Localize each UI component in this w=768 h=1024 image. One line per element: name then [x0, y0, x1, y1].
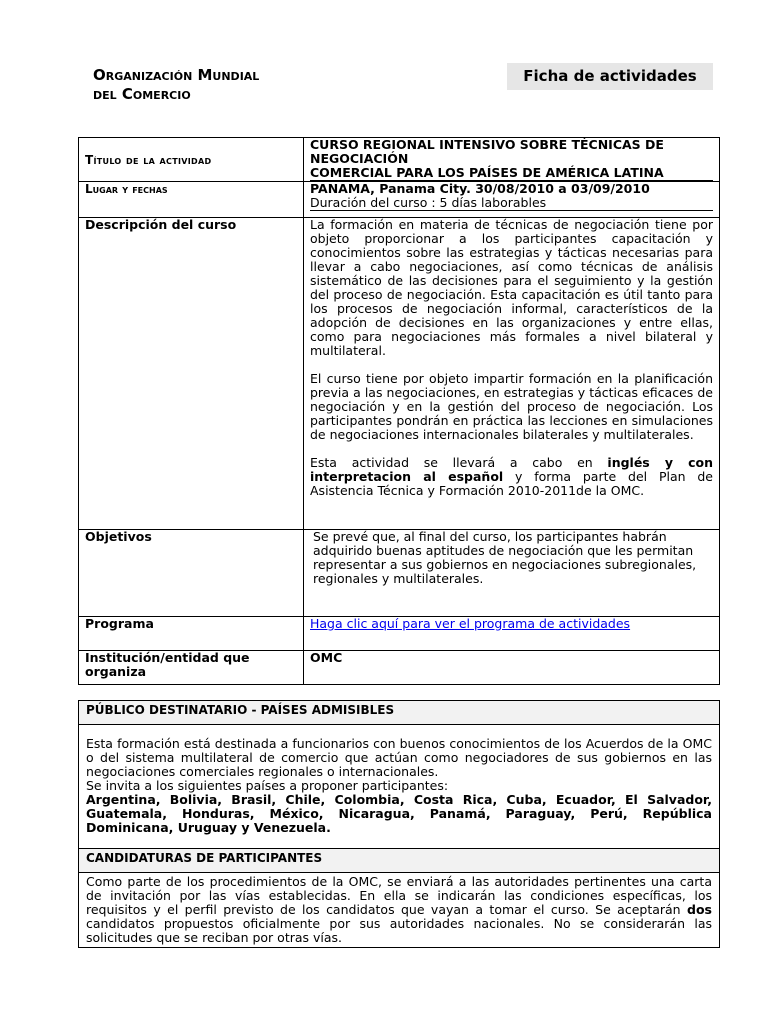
- place-label: Lugar y fechas: [85, 182, 168, 196]
- duration-value: Duración del curso : 5 días laborables: [310, 196, 713, 211]
- place-value: PANAMA, Panama City. 30/08/2010 a 03/09/2010: [310, 181, 650, 196]
- objectives-label: Objetivos: [79, 530, 304, 617]
- activity-title: CURSO REGIONAL INTENSIVO SOBRE TÉCNICAS DE NEGOCIACIÓN COMERCIAL PARA LOS PAÍSES DE AMÉRICA LATINA: [304, 138, 720, 182]
- countries-list: Argentina, Bolivia, Brasil, Chile, Colombia, Costa Rica, Cuba, Ecuador, El Salvador, Guatemala, Honduras, México, Nicaragua, Panamá, Paraguay, Perú, República Dominicana, Uruguay y Venezuela.: [86, 792, 712, 835]
- description-text: La formación en materia de técnicas de negociación tiene por objeto proporcionar a los participantes capacitación y conocimientos sobre las estrategias y tácticas necesarias para llevar a cabo negociaciones, así como técnicas de análisis sistemático de las decisiones para el seguimiento y la gestión del proceso de negociación. Esta capacitación es útil tanto para los procesos de negociación informal, característicos de la adopción de decisiones en las organizaciones y entre ellas, como para negociaciones más formales a nivel bilateral y multilateral. El curso tiene por objeto impartir formación en la planificación previa a las negociaciones, en estrategias y tácticas eficaces de negociación y en la gestión del proceso de negociación. Los participantes pondrán en práctica las lecciones en simulaciones de negociaciones internacionales bilaterales y multilaterales. Esta actividad se llevará a cabo en inglés y con interpretacion al español y forma parte del Plan de Asistencia Técnica y Formación 2010-2011de la OMC.: [304, 218, 720, 530]
- description-label: Descripción del curso: [79, 218, 304, 530]
- form-title: Ficha de actividades: [507, 63, 713, 90]
- activity-table: [78, 137, 720, 685]
- audience-text: Esta formación está destinada a funcionarios con buenos conocimientos de los Acuerdos de la OMC o del sistema multilateral de comercio que actúan como negociadores de sus gobiernos en las negociaciones comerciales regionales o internacionales. Se invita a los siguientes países a proponer participantes: Argentina, Bolivia, Brasil, Chile, Colombia, Costa Rica, Cuba, Ecuador, El Salvador, Guatemala, Honduras, México, Nicaragua, Panamá, Paraguay, Perú, República Dominicana, Uruguay y Venezuela.: [79, 725, 720, 849]
- program-label: Programa: [79, 617, 304, 651]
- place-dates: [304, 182, 720, 218]
- org-line-1: Organización Mundial: [93, 66, 260, 84]
- institution-label: Institución/entidad que organiza: [79, 651, 304, 685]
- title-label: Título de la actividad: [85, 152, 212, 167]
- organization-name: [93, 66, 259, 104]
- program-link[interactable]: Haga clic aquí para ver el programa de actividades: [310, 616, 631, 631]
- org-line-2: del Comercio: [93, 85, 191, 103]
- institution-value: OMC: [304, 651, 720, 685]
- audience-header: PÚBLICO DESTINATARIO - PAÍSES ADMISIBLES: [79, 701, 720, 725]
- objectives-text: Se prevé que, al final del curso, los participantes habrán adquirido buenas aptitudes de negociación que les permitan representar a sus gobiernos en negociaciones subregionales, regionales y multilaterales.: [304, 530, 720, 617]
- candidates-text: Como parte de los procedimientos de la OMC, se enviará a las autoridades pertinentes una carta de invitación por las vías establecidas. En ella se indicarán las condiciones específicas, los requisitos y el perfil previsto de los candidatos que vayan a tomar el curso. Se aceptarán dos candidatos propuestos oficialmente por sus autoridades nacionales. No se considerarán las solicitudes que se reciban por otras vías.: [79, 873, 720, 948]
- candidates-header: CANDIDATURAS DE PARTICIPANTES: [79, 849, 720, 873]
- audience-table: [78, 700, 720, 948]
